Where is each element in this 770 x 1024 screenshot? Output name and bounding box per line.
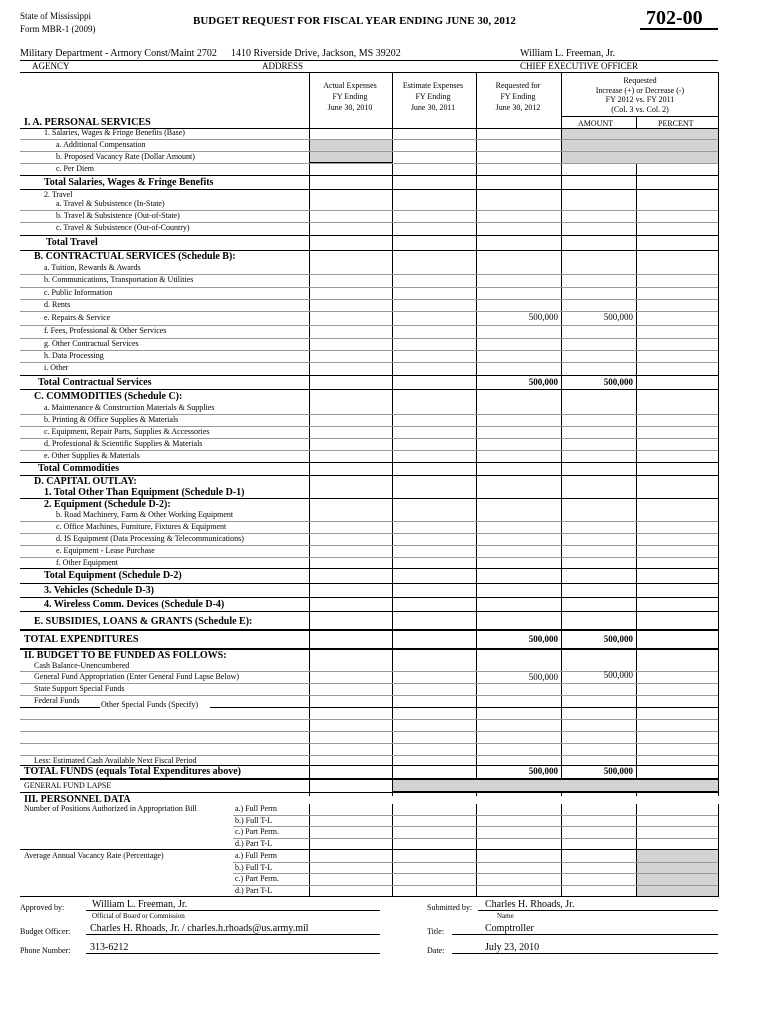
row-travel-in: a. Travel & Subsistence (In-State) xyxy=(56,199,165,208)
phone-label: Phone Number: xyxy=(20,946,71,955)
row-other-supplies: e. Other Supplies & Materials xyxy=(44,451,140,460)
contract-requested: 500,000 xyxy=(528,377,558,387)
pos-part-perm: c.) Part Perm. xyxy=(235,827,279,836)
form-label: Form MBR-1 (2009) xyxy=(20,24,96,34)
section-capital: D. CAPITAL OUTLAY: xyxy=(34,476,137,487)
row-total-salaries: Total Salaries, Wages & Fringe Benefits xyxy=(44,177,214,188)
row-equipment: 2. Equipment (Schedule D-2): xyxy=(44,499,171,510)
row-data-proc: h. Data Processing xyxy=(44,351,104,360)
title-value[interactable]: Comptroller xyxy=(485,923,534,934)
vac-full-tl: b.) Full T-L xyxy=(235,863,273,872)
row-repairs: e. Repairs & Service xyxy=(44,313,111,322)
row-total-other-equip: 1. Total Other Than Equipment (Schedule D-1) xyxy=(44,487,245,498)
row-total-funds: TOTAL FUNDS (equals Total Expenditures above) xyxy=(24,766,241,777)
submitted-name[interactable]: Charles H. Rhoads, Jr. xyxy=(485,899,575,910)
col-amount-header: AMOUNT xyxy=(578,119,614,128)
row-equip-repair: c. Equipment, Repair Parts, Supplies & Accessories xyxy=(44,427,210,436)
row-travel: 2. Travel xyxy=(44,190,73,199)
row-office-mach: c. Office Machines, Furniture, Fixtures & Equipment xyxy=(56,522,227,531)
date-label: Date: xyxy=(427,946,445,955)
row-travel-out: b. Travel & Subsistence (Out-of-State) xyxy=(56,211,180,220)
col-estimate-header: Estimate Expenses FY Ending June 30, 2011 xyxy=(402,81,464,112)
row-other: i. Other xyxy=(44,363,69,372)
row-vehicles: 3. Vehicles (Schedule D-3) xyxy=(44,585,154,596)
col-actual-header: Actual Expenses FY Ending June 30, 2010 xyxy=(323,81,377,112)
ceo-label: CHIEF EXECUTIVE OFFICER xyxy=(520,61,639,71)
row-cash-balance: Cash Balance-Unencumbered xyxy=(34,661,130,670)
page-title: BUDGET REQUEST FOR FISCAL YEAR ENDING JUNE 30, 2012 xyxy=(193,15,516,27)
row-total-contractual: Total Contractual Services xyxy=(38,377,152,388)
row-total-expenditures: TOTAL EXPENDITURES xyxy=(24,634,139,645)
row-state-support: State Support Special Funds xyxy=(34,684,125,693)
section-personal: I. A. PERSONAL SERVICES xyxy=(24,117,151,128)
date-value[interactable]: July 23, 2010 xyxy=(485,942,540,953)
shaded-cell-change xyxy=(561,128,719,164)
total-exp-amount: 500,000 xyxy=(603,634,633,644)
row-comm: b. Communications, Transportation & Utilities xyxy=(44,275,194,284)
row-gf-approp: General Fund Appropriation (Enter General Fund Lapse Below) xyxy=(34,672,240,681)
shaded-cell-lapse xyxy=(392,779,719,792)
vac-part-tl: d.) Part T-L xyxy=(235,886,273,895)
address-label: ADDRESS xyxy=(262,61,304,71)
section-contractual: B. CONTRACTUAL SERVICES (Schedule B): xyxy=(34,251,236,262)
approved-name[interactable]: William L. Freeman, Jr. xyxy=(92,899,188,910)
budget-officer-label: Budget Officer: xyxy=(20,927,71,936)
pos-full-perm: a.) Full Perm xyxy=(235,804,277,813)
repairs-amount: 500,000 xyxy=(603,312,633,322)
section-subsidies: E. SUBSIDIES, LOANS & GRANTS (Schedule E): xyxy=(34,616,253,627)
row-is-equip: d. IS Equipment (Data Processing & Telecommunications) xyxy=(56,534,244,543)
row-lease: e. Equipment - Lease Purchase xyxy=(56,546,155,555)
row-printing: b. Printing & Office Supplies & Materials xyxy=(44,415,179,424)
row-salaries: 1. Salaries, Wages & Fringe Benefits (Base) xyxy=(44,128,185,137)
row-num-positions: Number of Positions Authorized in Appropriation Bill xyxy=(24,804,197,813)
state-label: State of Mississippi xyxy=(20,11,92,21)
pos-part-tl: d.) Part T-L xyxy=(235,839,273,848)
row-federal: Federal Funds xyxy=(34,696,80,705)
approved-label: Approved by: xyxy=(20,903,65,912)
row-public-info: c. Public Information xyxy=(44,288,113,297)
row-per-diem: c. Per Diem xyxy=(56,164,94,173)
row-rents: d. Rents xyxy=(44,300,71,309)
agency-label: AGENCY xyxy=(32,61,70,71)
row-vacancy: b. Proposed Vacancy Rate (Dollar Amount) xyxy=(56,152,195,161)
row-gf-lapse: GENERAL FUND LAPSE xyxy=(24,781,112,790)
agency-address: 1410 Riverside Drive, Jackson, MS 39202 xyxy=(231,48,401,59)
total-exp-requested: 500,000 xyxy=(528,634,558,644)
row-road-mach: b. Road Machinery, Farm & Other Working Equipment xyxy=(56,510,234,519)
col-change-header: Requested Increase (+) or Decrease (-) FY 2012 vs. FY 2011 (Col. 3 vs. Col. 2) xyxy=(595,76,685,114)
col-requested-header: Requested for FY Ending June 30, 2012 xyxy=(495,81,541,112)
title-label: Title: xyxy=(427,927,445,936)
budget-officer-name[interactable]: Charles H. Rhoads, Jr. / charles.h.rhoads@us.army.mil xyxy=(90,923,309,934)
vac-full-perm: a.) Full Perm xyxy=(235,851,277,860)
row-add-comp: a. Additional Compensation xyxy=(56,140,146,149)
phone-number[interactable]: 313-6212 xyxy=(90,942,129,953)
row-prof-sci: d. Professional & Scientific Supplies & Materials xyxy=(44,439,203,448)
submitted-label: Submitted by: xyxy=(427,903,473,912)
row-total-commodities: Total Commodities xyxy=(38,463,120,474)
section-personnel: III. PERSONNEL DATA xyxy=(24,794,131,805)
name-sub-label: Name xyxy=(497,912,514,920)
gf-requested: 500,000 xyxy=(528,672,558,682)
row-other-special: Other Special Funds (Specify) xyxy=(101,700,199,709)
row-tuition: a. Tuition, Rewards & Awards xyxy=(44,263,141,272)
vac-part-perm: c.) Part Perm. xyxy=(235,874,279,883)
total-funds-requested: 500,000 xyxy=(528,766,558,776)
col-percent-header: PERCENT xyxy=(658,119,694,128)
row-avg-vacancy: Average Annual Vacancy Rate (Percentage) xyxy=(24,851,164,860)
row-travel-country: c. Travel & Subsistence (Out-of-Country) xyxy=(56,223,190,232)
pos-full-tl: b.) Full T-L xyxy=(235,816,273,825)
contract-amount: 500,000 xyxy=(603,377,633,387)
section-commodities: C. COMMODITIES (Schedule C): xyxy=(34,391,183,402)
row-other-contract: g. Other Contractual Services xyxy=(44,339,139,348)
row-total-equipment: Total Equipment (Schedule D-2) xyxy=(44,570,182,581)
row-less-cash: Less: Estimated Cash Available Next Fiscal Period xyxy=(34,756,197,765)
total-funds-amount: 500,000 xyxy=(603,766,633,776)
approved-sub-label: Official of Board or Commission xyxy=(92,912,185,920)
row-other-equip: f. Other Equipment xyxy=(56,558,118,567)
row-total-travel: Total Travel xyxy=(46,237,98,248)
repairs-requested: 500,000 xyxy=(528,312,558,322)
row-maint: a. Maintenance & Construction Materials & Supplies xyxy=(44,403,215,412)
gf-amount: 500,000 xyxy=(603,670,633,680)
row-fees: f. Fees, Professional & Other Services xyxy=(44,326,167,335)
ceo-name: William L. Freeman, Jr. xyxy=(520,48,616,59)
agency-name: Military Department - Armory Const/Maint 2702 xyxy=(20,48,217,59)
form-code: 702-00 xyxy=(646,7,703,29)
section-funded: II. BUDGET TO BE FUNDED AS FOLLOWS: xyxy=(24,650,227,661)
row-wireless: 4. Wireless Comm. Devices (Schedule D-4) xyxy=(44,599,225,610)
